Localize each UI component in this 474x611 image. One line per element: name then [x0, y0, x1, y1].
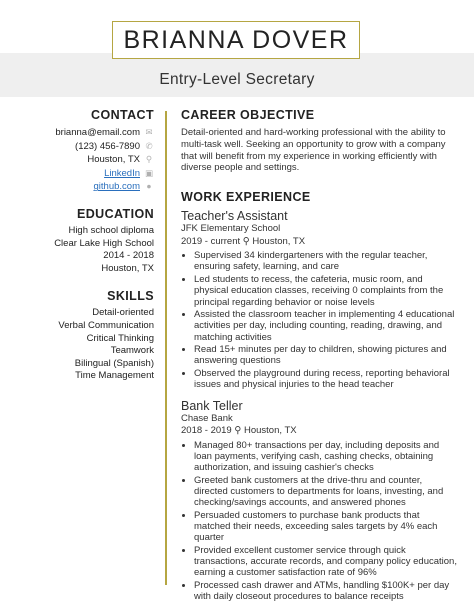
contact-phone-text: (123) 456-7890 — [75, 140, 140, 152]
job-entry — [181, 209, 457, 390]
job-bullet: • Led students to recess, the cafeteria, music room, and physical education classes, receiving 0 complaints from the principal regarding behavior or noise levels — [194, 274, 457, 308]
education-school: Clear Lake High School — [54, 237, 154, 249]
job-company: Chase Bank — [181, 412, 233, 424]
name-box — [112, 21, 360, 59]
job-bullet: • Persuaded customers to purchase bank products that matched their needs, exceeding sales targets by 4% each quarter — [194, 510, 457, 544]
objective-heading: CAREER OBJECTIVE — [181, 108, 315, 122]
job-dates: 2019 - current — [181, 235, 241, 247]
job-company: JFK Elementary School — [181, 223, 281, 235]
job-location: Houston, TX — [252, 235, 306, 247]
skill-item: Bilingual (Spanish) — [74, 357, 154, 369]
education-heading: EDUCATION — [77, 206, 154, 221]
job-location: Houston, TX — [243, 425, 297, 436]
job-bullets — [181, 440, 457, 603]
candidate-name: BRIANNA DOVER — [123, 25, 349, 54]
contact-github[interactable] — [20, 180, 154, 194]
job-title: Teacher's Assistant — [181, 209, 288, 224]
job-bullet: • Read 15+ minutes per day to children, showing pictures and answering questions — [194, 344, 457, 367]
skill-item: Teamwork — [110, 345, 154, 357]
education-degree: High school diploma — [68, 224, 154, 236]
right-column — [181, 108, 457, 604]
contact-linkedin[interactable] — [20, 167, 154, 181]
skill-item: Verbal Communication — [58, 319, 154, 331]
skills-heading: SKILLS — [107, 289, 154, 304]
job-bullet: • Greeted bank customers at the drive-thru and counter, directed customers to departments for loans, investing, and checking/savings accounts, and answered phones — [194, 475, 457, 509]
contact-email[interactable] — [20, 126, 154, 140]
location-icon: ⚲ — [145, 154, 153, 165]
job-entry — [181, 399, 457, 603]
contact-heading: CONTACT — [91, 108, 154, 122]
phone-icon: ✆ — [145, 140, 153, 151]
job-bullet: • Provided excellent customer service through quick transactions, accurate records, and company policy education, earning a customer satisfaction rate of 96% — [194, 545, 457, 579]
job-bullet: • Assisted the classroom teacher in implementing 4 educational activities per day, including counting, reading, drawing, and matching activities — [194, 309, 457, 343]
job-role: Entry-Level Secretary — [159, 71, 315, 88]
contact-email-text: brianna@email.com — [55, 127, 140, 138]
column-divider — [165, 111, 167, 585]
job-bullets — [181, 250, 457, 390]
email-icon: ✉ — [145, 127, 153, 137]
job-bullet: • Observed the playground during recess, reporting behavioral issues and physical injuries to the head teacher — [194, 368, 457, 391]
github-link[interactable]: github.com — [93, 181, 140, 193]
location-icon: ⚲ — [234, 425, 244, 436]
skill-item: Time Management — [75, 370, 154, 382]
job-dates-location — [181, 425, 457, 438]
location-icon: ⚲ — [242, 235, 253, 247]
job-dates: 2018 - 2019 — [181, 425, 232, 436]
job-bullet: • Supervised 34 kindergarteners with the regular teacher, ensuring safety, learning, and care — [194, 250, 457, 273]
skill-item: Critical Thinking — [86, 332, 154, 344]
linkedin-icon: ▣ — [144, 167, 154, 178]
contact-location — [20, 153, 154, 167]
experience-heading: WORK EXPERIENCE — [181, 190, 311, 205]
contact-location-text: Houston, TX — [87, 154, 140, 166]
education-location: Houston, TX — [101, 262, 154, 274]
job-bullet: • Processed cash drawer and ATMs, handling $100K+ per day with daily closeout procedures to balance receipts — [194, 580, 457, 603]
linkedin-link[interactable]: LinkedIn — [104, 167, 140, 179]
job-dates-location — [181, 236, 457, 249]
github-icon: ● — [146, 181, 152, 192]
education-years: 2014 - 2018 — [103, 250, 154, 262]
job-title: Bank Teller — [181, 398, 243, 413]
contact-phone[interactable] — [20, 140, 154, 154]
objective-text: Detail-oriented and hard-working professional with the ability to multi-task well. Seeking an opportunity to grow with a company that will benefit from my experience in working efficiently with diverse people and settings. — [181, 127, 446, 174]
skill-item: Detail-oriented — [92, 307, 154, 319]
left-column — [20, 108, 154, 383]
job-bullet: • Managed 80+ transactions per day, including deposits and loan payments, verifying cash, cashing checks, obtaining authorization, and issuing cashier's checks — [194, 440, 457, 474]
contact-list — [20, 126, 154, 194]
